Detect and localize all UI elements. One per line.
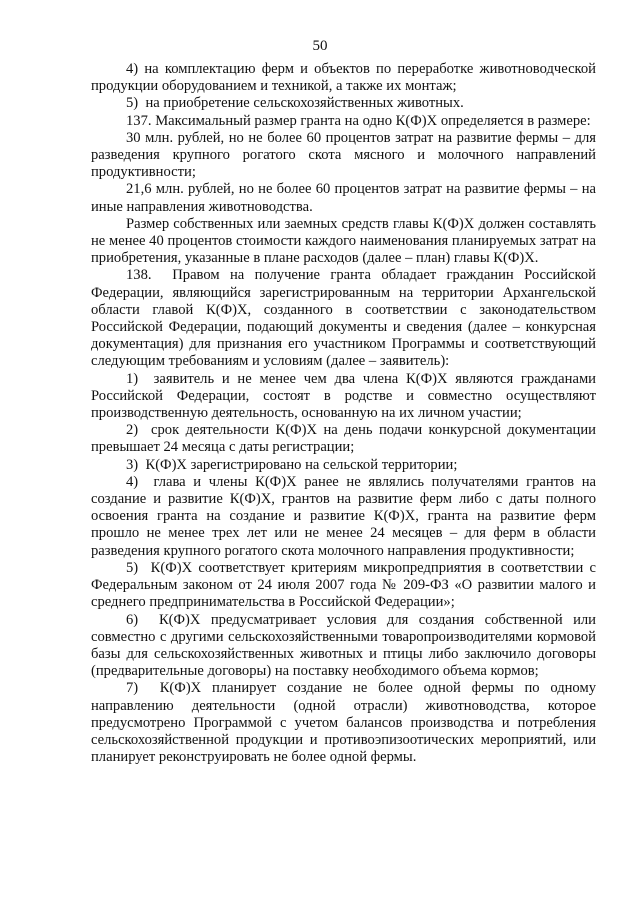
requirement-item-2: 2) срок деятельности К(Ф)Х на день подачи конкурсной документации превышает 24 месяца с даты регистрации; — [91, 422, 596, 456]
paragraph-item-4-equipment: 4) на комплектацию ферм и объектов по переработке животноводческой продукции оборудованием и техникой, а также их монтаж; — [91, 61, 596, 95]
paragraph-grant-21-6m: 21,6 млн. рублей, но не более 60 процентов затрат на развитие фермы – на иные направления животноводства. — [91, 181, 596, 215]
paragraph-138-eligibility: 138. Правом на получение гранта обладает гражданин Российской Федерации, являющийся зарегистрированным на территории Архангельской области главой К(Ф)Х, созданного в соответствии с законодательством Российской Федерации, подающий документы и сведения (далее – конкурсная документация) для признания его участником Программы и соответствующий следующим требованиям и условиям (далее – заявитель): — [91, 267, 596, 370]
requirement-item-3: 3) К(Ф)Х зарегистрировано на сельской территории; — [126, 456, 458, 473]
requirement-item-5: 5) К(Ф)Х соответствует критериям микропредприятия в соответствии с Федеральным законом от 24 июля 2007 года № 209-ФЗ «О развитии малого и среднего предпринимательства в Российской Федерации»; — [91, 559, 596, 611]
requirement-item-1: 1) заявитель и не менее чем два члена К(Ф)Х являются гражданами Российской Федерации, состоят в родстве и совместно осуществляют производственную деятельность, основанную на их личном участии; — [91, 370, 596, 422]
paragraph-137-max-grant: 137. Максимальный размер гранта на одно К(Ф)Х определяется в размере: — [126, 112, 591, 129]
paragraph-item-5-animals: 5) на приобретение сельскохозяйственных животных. — [126, 95, 464, 112]
paragraph-grant-30m: 30 млн. рублей, но не более 60 процентов затрат на развитие фермы – для разведения крупного рогатого скота мясного и молочного направлений продуктивности; — [91, 129, 596, 181]
requirement-item-7: 7) К(Ф)Х планирует создание не более одной фермы по одному направлению деятельности (одной отрасли) животноводства, которое предусмотрено Программой с учетом балансов производства и потребления сельскохозяйственной продукции и противоэпизоотических мероприятий, или планирует реконструировать не более одной фермы. — [91, 680, 596, 766]
requirement-item-6: 6) К(Ф)Х предусматривает условия для создания собственной или совместно с другими сельскохозяйственными товаропроизводителями кормовой базы для сельскохозяйственных животных и птицы либо заключило договоры (предварительные договоры) на поставку необходимого объема кормов; — [91, 611, 596, 680]
page-number: 50 — [312, 38, 328, 54]
requirement-item-4: 4) глава и члены К(Ф)Х ранее не являлись получателями грантов на создание и развитие К(Ф)Х, грантов на развитие ферм либо с даты полного освоения гранта на создание и развитие К(Ф)Х, гранта на развитие ферм прошло не менее трех лет или не менее 24 месяцев – для ферм в области разведения крупного рогатого скота молочного направления продуктивности; — [91, 473, 596, 559]
paragraph-own-funds: Размер собственных или заемных средств главы К(Ф)Х должен составлять не менее 40 процентов стоимости каждого наименования планируемых затрат на приобретения, указанные в плане расходов (далее – план) главы К(Ф)Х. — [91, 215, 596, 267]
document-body — [91, 61, 596, 766]
